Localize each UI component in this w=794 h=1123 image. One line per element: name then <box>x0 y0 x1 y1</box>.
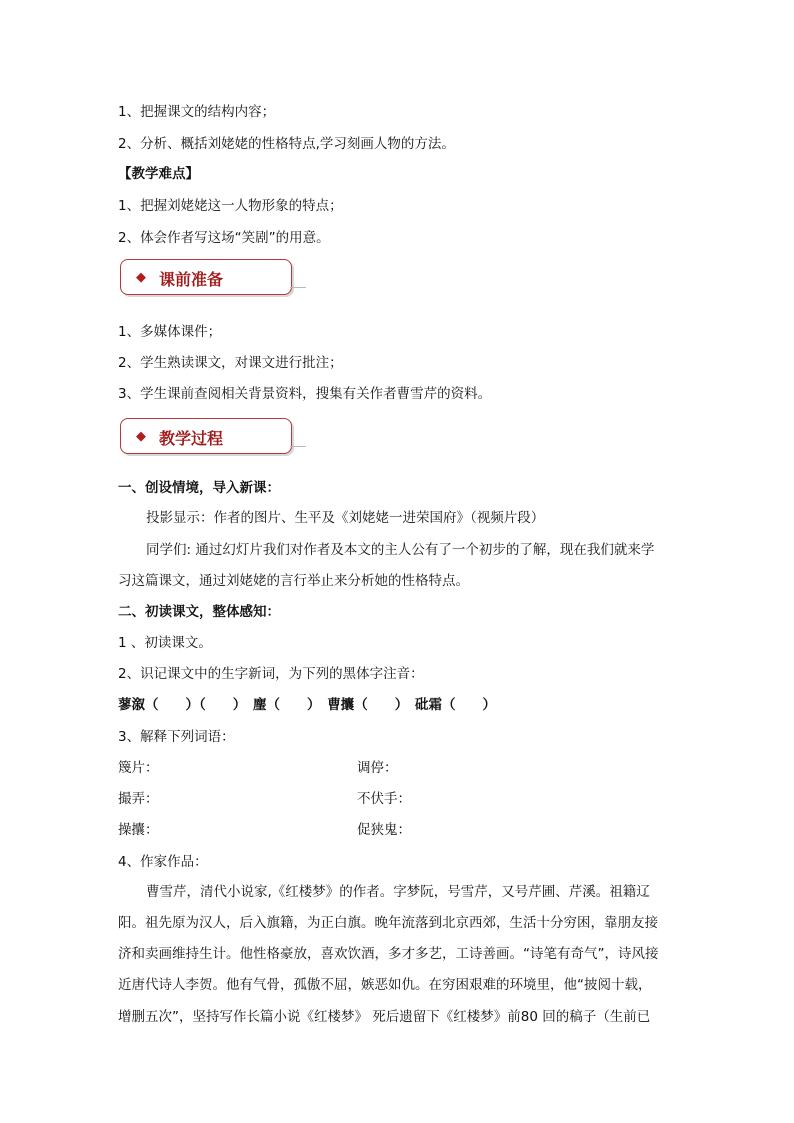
paragraph-line: 习这篇课文，通过刘姥姥的言行举止来分析她的性格特点。 <box>118 573 469 589</box>
paragraph-line: 近唐代诗人李贺。他有气骨，孤傲不屈，嫉恶如仇。在穷困艰难的环境里，他“披阅十载， <box>118 977 652 993</box>
paragraph-line: 济和卖画维持生计。他性格豪放，喜欢饮酒，多才多艺，工诗善画。“诗笔有奇气”，诗风接 <box>118 946 659 962</box>
diamond-icon: ◆ <box>136 270 146 285</box>
vocab-term: 篾片： <box>118 760 159 776</box>
phonetic-exercise: 蓼溆（ ）（ ） 麈（ ） 曹攮（ ） 砒霜（ ） <box>118 697 496 713</box>
difficulty-item: 1、把握刘姥姥这一人物形象的特点； <box>118 198 343 214</box>
paragraph-line: 增删五次”，坚持写作长篇小说《红楼梦》 死后遗留下《红楼梦》前80 回的稿子（生前已 <box>118 1009 651 1025</box>
prep-item: 1、多媒体课件； <box>118 324 222 340</box>
vocab-term: 撮弄： <box>118 791 159 807</box>
section-header-prep <box>120 259 292 295</box>
section-divider <box>290 446 306 447</box>
vocab-term: 操攮： <box>118 822 159 838</box>
paragraph-line: 投影显示：作者的图片、生平及《刘姥姥一进荣国府》（视频片段） <box>146 510 545 526</box>
section-title: 课前准备 <box>159 270 224 289</box>
part-heading: 二、初读课文，整体感知： <box>118 604 280 620</box>
paragraph-line: 曹雪芹，清代小说家,《红楼梦》的作者。字梦阮，号雪芹，又号芹圃、芹溪。祖籍辽 <box>146 884 650 900</box>
goal-item: 2、分析、概括刘姥姥的性格特点,学习刻画人物的方法。 <box>118 136 455 152</box>
step-item: 3、解释下列词语： <box>118 729 235 745</box>
difficulty-heading: 【教学难点】 <box>118 166 199 182</box>
paragraph-line: 阳。祖先原为汉人，后入旗籍，为正白旗。晚年流落到北京西郊，生活十分穷困，靠朋友接 <box>118 915 658 931</box>
goal-item: 1、把握课文的结构内容； <box>118 104 276 120</box>
vocab-term: 不伏手： <box>357 791 411 807</box>
step-item: 1 、初读课文。 <box>118 635 212 651</box>
section-divider <box>290 287 306 288</box>
part-heading: 一、创设情境，导入新课： <box>118 480 280 496</box>
step-item: 4、作家作品： <box>118 854 208 870</box>
diamond-icon: ◆ <box>136 429 146 444</box>
prep-item: 3、学生课前查阅相关背景资料，搜集有关作者曹雪芹的资料。 <box>118 386 492 402</box>
vocab-term: 调停： <box>357 760 398 776</box>
paragraph-line: 同学们: 通过幻灯片我们对作者及本文的主人公有了一个初步的了解，现在我们就来学 <box>146 542 655 558</box>
vocab-term: 促狭鬼： <box>357 822 411 838</box>
difficulty-item: 2、体会作者写这场“笑剧”的用意。 <box>118 230 330 246</box>
prep-item: 2、学生熟读课文，对课文进行批注； <box>118 355 343 371</box>
step-item: 2、识记课文中的生字新词，为下列的黑体字注音： <box>118 666 424 682</box>
section-title: 教学过程 <box>159 429 224 448</box>
section-header-process <box>120 418 292 454</box>
